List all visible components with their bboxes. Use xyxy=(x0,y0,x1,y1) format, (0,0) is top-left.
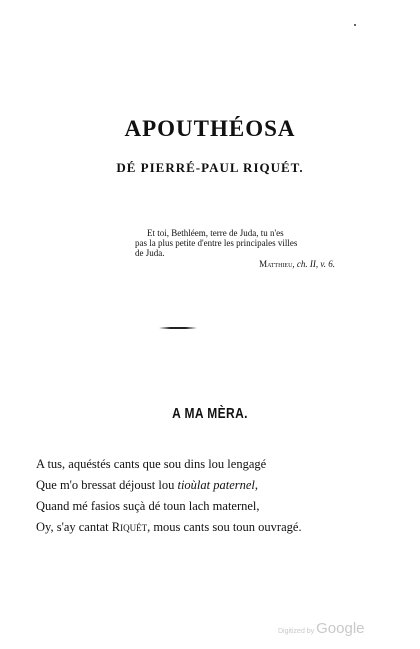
epigraph-citation xyxy=(190,259,335,269)
epigraph-line: pas la plus petite d'entre les principales villes xyxy=(135,238,298,248)
poem xyxy=(36,454,302,538)
poem-text: , xyxy=(254,478,259,492)
citation-author: Matthieu xyxy=(259,259,293,269)
poem-text: , mous cants sou toun ouvragé. xyxy=(147,520,302,534)
dedication-heading: A MA MÈRA. xyxy=(172,405,248,422)
page-title: APOUTHÉOSA xyxy=(124,116,296,141)
poem-line: Quand mé fasios suçà dé toun lach maternel, xyxy=(36,499,260,513)
poem-text: Que m'o bressat déjoust lou xyxy=(36,478,178,492)
poem-italic-text: tioùlat paternel xyxy=(177,478,255,492)
epigraph-line: de Juda. xyxy=(135,248,165,258)
poem-line xyxy=(36,517,302,538)
epigraph-line: Et toi, Bethléem, terre de Juda, tu n'es xyxy=(147,228,284,238)
citation-reference: , ch. II, v. 6. xyxy=(292,259,335,269)
poem-smallcaps-text: Riquét xyxy=(111,520,148,534)
epigraph xyxy=(135,228,335,258)
poem-line xyxy=(36,475,302,496)
ink-speck xyxy=(354,24,356,26)
poem-text: Oy, s'ay cantat xyxy=(36,520,112,534)
digitized-watermark xyxy=(278,620,365,638)
ornamental-rule xyxy=(159,327,197,329)
watermark-logo: Google xyxy=(316,620,365,637)
watermark-prefix: Digitized by xyxy=(278,628,317,635)
page-subtitle: DÉ PIERRÉ-PAUL RIQUÉT. xyxy=(116,160,304,175)
poem-line: A tus, aquéstés cants que sou dins lou lengagé xyxy=(36,457,267,471)
